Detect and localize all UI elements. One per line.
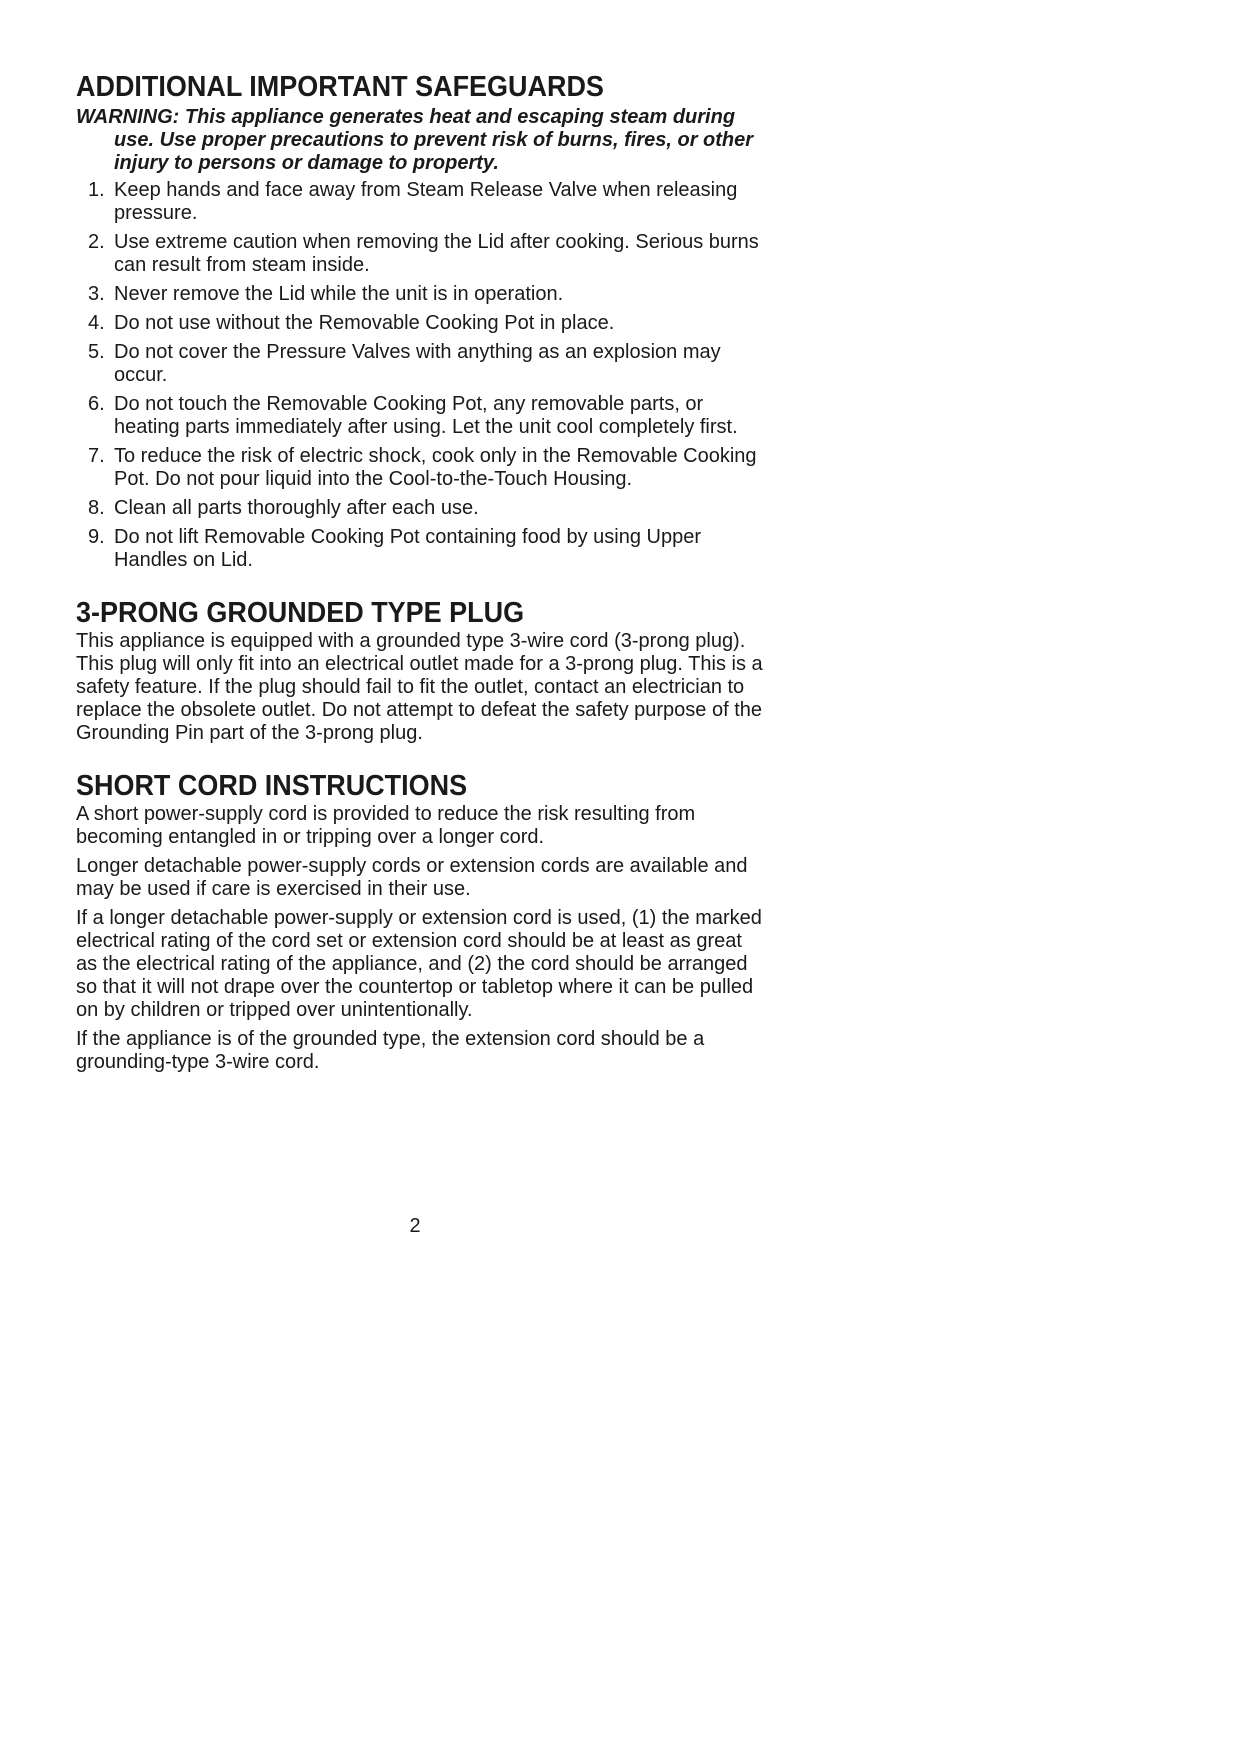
list-item: 2. Use extreme caution when removing the Lid after cooking. Serious burns can result from steam inside.: [88, 231, 759, 276]
plug-section: [76, 596, 766, 745]
warning-text: WARNING: This appliance generates heat and escaping steam during use. Use proper precautions to prevent risk of burns, fires, or other injury to persons or damage to property.: [76, 106, 754, 174]
list-item: 8. Clean all parts thoroughly after each use.: [88, 497, 479, 519]
safeguards-list: [76, 179, 766, 572]
list-item: 6. Do not touch the Removable Cooking Pot, any removable parts, or heating parts immediately after using. Let the unit cool completely first.: [88, 393, 738, 438]
page-number: 2: [409, 1215, 421, 1237]
list-item: 4. Do not use without the Removable Cooking Pot in place.: [88, 312, 615, 334]
cord-section: [76, 769, 766, 1074]
plug-heading: 3-PRONG GROUNDED TYPE PLUG: [76, 597, 525, 629]
plug-paragraph: This appliance is equipped with a grounded type 3-wire cord (3-prong plug). This plug will only fit into an electrical outlet made for a 3-prong plug. This is a safety feature. If the plug should fail to fit the outlet, contact an electrician to replace the obsolete outlet. Do not attempt to defeat the safety purpose of the Grounding Pin part of the 3-prong plug.: [76, 630, 763, 744]
list-item: 5. Do not cover the Pressure Valves with anything as an explosion may occur.: [88, 341, 721, 386]
cord-paragraph-1: A short power-supply cord is provided to reduce the risk resulting from becoming entangled in or tripping over a longer cord.: [76, 803, 696, 848]
list-item: 3. Never remove the Lid while the unit is in operation.: [88, 283, 564, 305]
cord-paragraph-3: If a longer detachable power-supply or extension cord is used, (1) the marked electrical rating of the cord set or extension cord should be at least as great as the electrical rating of the appliance, and (2) the cord should be arranged so that it will not drape over the countertop or tabletop where it can be pulled on by children or tripped over unintentionally.: [76, 907, 762, 1021]
cord-paragraph-4: If the appliance is of the grounded type, the extension cord should be a grounding-type 3-wire cord.: [76, 1028, 705, 1073]
list-item: 9. Do not lift Removable Cooking Pot containing food by using Upper Handles on Lid.: [88, 526, 702, 571]
safeguards-heading: ADDITIONAL IMPORTANT SAFEGUARDS: [76, 71, 604, 103]
cord-paragraph-2: Longer detachable power-supply cords or extension cords are available and may be used if care is exercised in their use.: [76, 855, 748, 900]
cord-heading: SHORT CORD INSTRUCTIONS: [76, 770, 468, 802]
list-item: 1. Keep hands and face away from Steam Release Valve when releasing pressure.: [88, 179, 738, 224]
list-item: 7. To reduce the risk of electric shock, cook only in the Removable Cooking Pot. Do not pour liquid into the Cool-to-the-Touch Housing.: [88, 445, 757, 490]
document-page: [76, 70, 766, 1080]
